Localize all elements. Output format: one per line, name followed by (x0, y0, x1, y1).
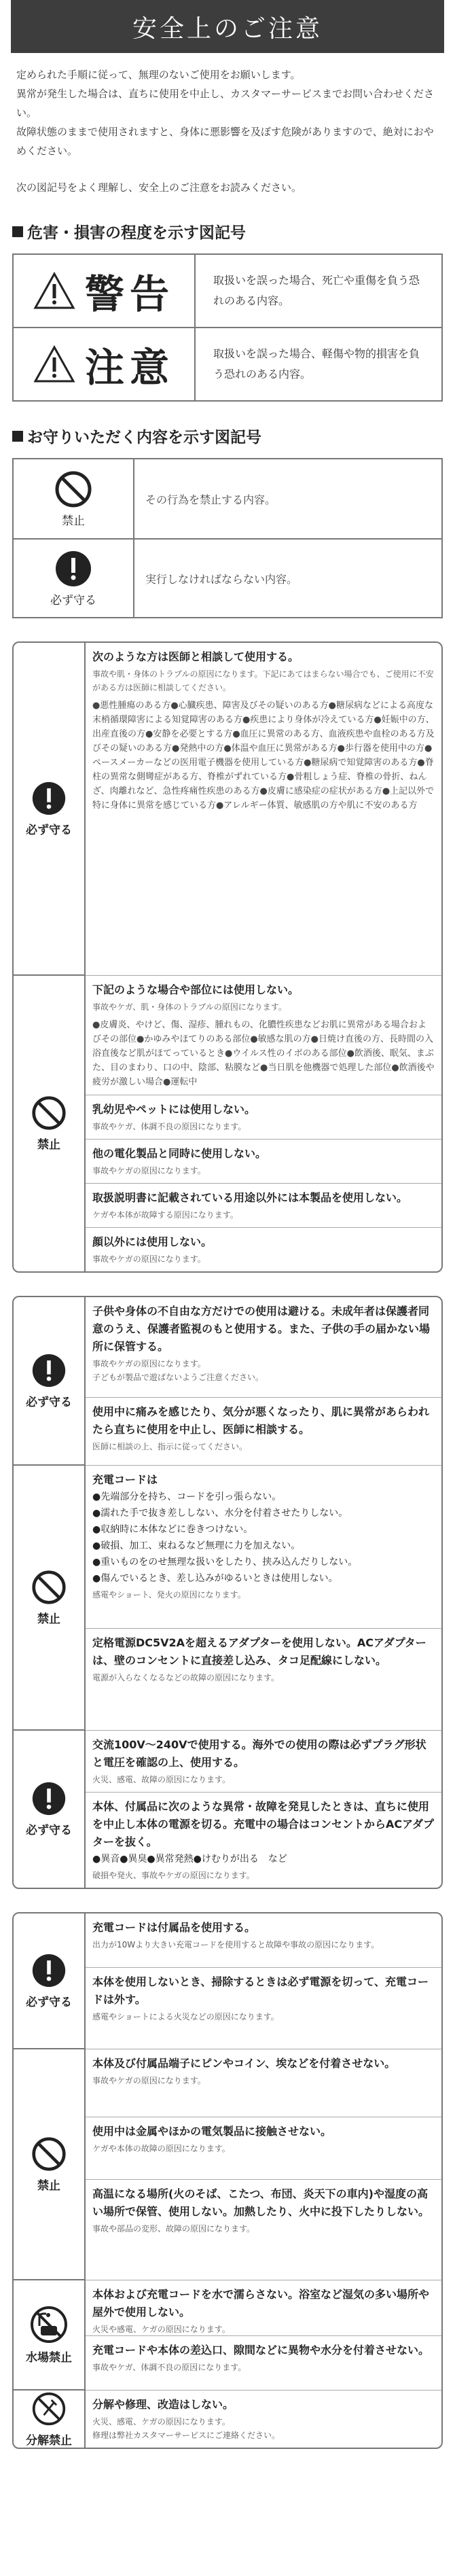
symbols-heading (12, 425, 443, 447)
list-item (86, 1629, 441, 1731)
intro-p4: 次の図記号をよく理解し、安全上のご注意をお読みください。 (16, 181, 302, 194)
list-item (86, 1466, 441, 1629)
warning-group-1 (12, 641, 443, 1273)
prohibit-cell (14, 976, 84, 1271)
prohibit-label: 禁止 (37, 2178, 60, 2193)
symbols-heading-text: お守りいただく内容を示す図記号 (27, 429, 261, 446)
item-heading: 定格電源DC5V2Aを超えるアダプターを使用しない。ACアダプターは、壁のコンセントに直接差し込み、タコ足配線にしない。 (92, 1636, 426, 1667)
intro-p3: 故障状態のままで使用されますと、身体に悪影響を及ぼす危険がありますので、絶対におやめください。 (16, 126, 434, 157)
bullet-line: ●傷んでいるとき、差し込みがゆるいときは使用しない。 (92, 1573, 338, 1584)
water-prohibit-label: 水場禁止 (26, 2350, 72, 2365)
item-note: 事故や部品の変形、故障の原因になります。 (92, 2224, 255, 2234)
list-item (86, 1968, 441, 2049)
item-note: 事故やケガ、体調不良の原因になります。 (92, 1122, 247, 1131)
intro-p2: 異常が発生した場合は、直ちに使用を中止し、カスタマーサービスまでお問い合わせください。 (16, 88, 435, 119)
bullet-line: ●先端部分を持ち、コードを引っ張らない。 (92, 1492, 282, 1502)
no-water-icon (30, 2306, 68, 2344)
water-prohibit-cell (14, 2280, 84, 2390)
item-heading: 本体および充電コードを水で濡らさない。浴室など湿気の多い場所や屋外で使用しない。 (92, 2288, 430, 2318)
list-item (86, 2336, 441, 2390)
must-desc: 実行しなければならない内容。 (145, 572, 298, 586)
symbol-cell (14, 459, 134, 538)
item-note: 火災や感電、ケガの原因になります。 (92, 2325, 230, 2334)
item-body: ●皮膚炎、やけど、傷、湿疹、腫れもの、化膿性疾患などお肌に異常がある場合およびその部位●かゆみやほてりのある部位●敏感な肌の方●日焼け直後の方、長時間の入浴直後など肌がほてっているとき●ウイルス性のイボのある部位●飲酒後、眠気、まぶた、目のまわり、口の中、陰部、粘膜など●当日肌を他機器で処理した部位●飲酒後や疲労が激しい場合●運転中 (92, 1020, 435, 1087)
disassemble-prohibit-label: 分解禁止 (26, 2433, 72, 2448)
item-note: 電源が入らなくなるなどの故障の原因になります。 (92, 1673, 280, 1682)
item-note: 事故やケガの原因になります。 (92, 1254, 206, 1264)
item-heading: 使用中に痛みを感じたり、気分が悪くなったり、肌に異常があらわれたら直ちに使用を中止し、医師に相談する。 (92, 1405, 430, 1436)
item-heading: 子供や身体の不自由な方だけでの使用は避ける。未成年者は保護者同意のうえ、保護者監視のもと使用する。また、子供の手の届かない場所に保管する。 (92, 1305, 430, 1353)
item-note: 事故やケガ、肌・身体のトラブルの原因になります。 (92, 1002, 287, 1012)
list-item (86, 2280, 441, 2336)
warning-level (12, 253, 443, 328)
item-heading: 使用中は金属やほかの電気製品に接触させない。 (92, 2125, 332, 2138)
caution-label-cell (14, 328, 196, 400)
must-label: 必ず守る (26, 823, 72, 837)
item-note: 火災、感電、ケガの原因になります。 (92, 2417, 230, 2427)
must-cell (14, 1297, 84, 1466)
prohibit-cell (14, 1466, 84, 1731)
must-label: 必ず守る (26, 1995, 72, 2009)
intro-text (12, 53, 443, 197)
must-icon (54, 550, 92, 588)
item-heading: 乳幼児やペットには使用しない。 (92, 1103, 256, 1116)
item-note: 事故やケガの原因になります。 (92, 1166, 206, 1176)
item-heading: 下記のような場合や部位には使用しない。 (92, 983, 299, 996)
disassemble-prohibit-cell (14, 2390, 84, 2448)
prohibit-icon (31, 1570, 67, 1605)
must-icon (31, 1953, 67, 1988)
item-note: 出力が10Wより大きい充電コードを使用すると故障や事故の原因になります。 (92, 1940, 380, 1949)
bullet-line: ●破損、加工、束ねるなど無理に力を加えない。 (92, 1540, 301, 1551)
group-1-items (86, 643, 441, 1271)
item-note: 事故やケガの原因になります。 (92, 2076, 206, 2085)
prohibit-label: 禁止 (37, 1612, 60, 1626)
warning-desc: 取扱いを誤った場合、死亡や重傷を負う恐れのある内容。 (213, 274, 420, 307)
caution-label: 注意 (84, 345, 175, 391)
item-heading: 高温になる場所(火のそば、こたつ、布団、炎天下の車内)や湿度の高い場所で保管、使用しない。加熱したり、火中に投下したりしない。 (92, 2187, 430, 2218)
list-item (86, 2390, 441, 2448)
prohibit-desc: その行為を禁止する内容。 (145, 493, 276, 506)
item-note: 子どもが製品で遊ばないようご注意ください。 (92, 1373, 264, 1382)
prohibit-icon (54, 470, 92, 508)
must-label: 必ず守る (26, 1824, 72, 1837)
item-heading: 充電コードは付属品を使用する。 (92, 1921, 256, 1934)
prohibit-cell (14, 2049, 84, 2280)
warning-triangle-icon (33, 272, 75, 310)
prohibit-label: 禁止 (37, 1138, 60, 1152)
caution-level (12, 327, 443, 402)
item-body: ●悪性腫瘍のある方●心臓疾患、障害及びその疑いのある方●糖尿病などによる高度な末梢循環障害による知覚障害のある方●疾患により身体が冷えている方●妊娠中の方、出産直後の方●安静を必要とする方●血圧に異常のある方、血液疾患や血栓のある方及びその疑いのある方●発熱中の方●体温や血圧に異常がある方●歩行器を使用中の方●ペースメーカーなどの医用電子機器を使用している方●糖尿病で知覚障害のある方●脊柱の異常な側彎症がある方、脊椎がずれている方●骨粗しょう症、脊椎の骨折、ねんざ、肉離れなど、急性疼痛性疾患のある方●皮膚に感染症の症状がある方●上記以外で特に身体に異常を感じている方●アレルギー体質、敏感肌の方や肌に不安のある方 (92, 701, 435, 811)
list-item (86, 1184, 441, 1228)
symbols-table (12, 458, 443, 618)
bullet-line: ●収納時に本体などに巻きつけない。 (92, 1524, 253, 1535)
item-note: 事故やケガ、体調不良の原因になります。 (92, 2363, 247, 2372)
must-icon (31, 1353, 67, 1388)
warning-label-cell (14, 255, 196, 327)
bullet-line: ●濡れた手で抜き差ししない、水分を付着させたりしない。 (92, 1508, 348, 1519)
warning-group-3 (12, 1912, 443, 2449)
page-title: 安全上のご注意 (11, 0, 444, 53)
item-note: 修理は弊社カスタマーサービスにご連絡ください。 (92, 2431, 280, 2440)
no-disassemble-icon (31, 2391, 67, 2427)
list-item (86, 1731, 441, 1793)
item-heading: 分解や修理、改造はしない。 (92, 2398, 234, 2411)
item-heading: 充電コードは (92, 1473, 158, 1486)
must-cell (14, 643, 84, 976)
item-heading: 本体を使用しないとき、掃除するときは必ず電源を切って、充電コードは外す。 (92, 1975, 429, 2006)
item-heading: 取扱説明書に記載されている用途以外には本製品を使用しない。 (92, 1191, 408, 1204)
item-list: ●異音●異臭●異常発熱●けむりが出る など (92, 1854, 287, 1865)
list-item (86, 2117, 441, 2180)
item-note: 感電やショートによる火災などの原因になります。 (92, 2012, 279, 2022)
square-bullet-icon (12, 431, 23, 442)
item-heading: 交流100V〜240Vで使用する。海外での使用の際は必ずプラグ形状と電圧を確認の上、使用する。 (92, 1738, 426, 1769)
must-cell (14, 1913, 84, 2049)
item-note: 火災、感電、故障の原因になります。 (92, 1775, 231, 1784)
list-item (86, 2180, 441, 2280)
item-note: ケガや本体の故障の原因になります。 (92, 2144, 230, 2153)
list-item (86, 1297, 441, 1398)
bullet-line: ●重いものをのせ無理な扱いをしたり、挟み込んだりしない。 (92, 1557, 358, 1568)
item-heading: 次のような方は医師と相談して使用する。 (92, 650, 299, 663)
item-note: 感電やショート、発火の原因になります。 (92, 1590, 246, 1600)
item-note: 医師に相談の上、指示に従ってください。 (92, 1442, 248, 1451)
caution-triangle-icon (33, 345, 75, 383)
list-item (86, 643, 441, 976)
item-heading: 他の電化製品と同時に使用しない。 (92, 1147, 267, 1160)
prohibit-label: 禁止 (62, 514, 85, 528)
list-item (86, 1793, 441, 1888)
group-3-items (86, 1913, 441, 2448)
item-heading: 本体及び付属品端子にピンやコイン、埃などを付着させない。 (92, 2057, 396, 2070)
caution-desc: 取扱いを誤った場合、軽傷や物的損害を負う恐れのある内容。 (213, 347, 420, 381)
must-label: 必ず守る (26, 1395, 72, 1409)
group-2-items (86, 1297, 441, 1888)
list-item (86, 1095, 441, 1140)
symbol-row-prohibit (14, 459, 441, 538)
list-item (86, 1398, 441, 1466)
must-label: 必ず守る (50, 593, 96, 607)
warning-group-2 (12, 1296, 443, 1889)
symbol-row-must (14, 538, 441, 617)
item-heading: 顔以外には使用しない。 (92, 1235, 213, 1248)
group-2-icons (14, 1297, 86, 1888)
list-item (86, 2049, 441, 2117)
must-icon (31, 1781, 67, 1816)
prohibit-icon (31, 2136, 67, 2172)
list-item (86, 976, 441, 1095)
levels-heading (12, 220, 443, 243)
item-note: 破損や発火、事故やケガの原因になります。 (92, 1871, 255, 1880)
prohibit-icon (31, 1095, 67, 1131)
group-1-icons (14, 643, 86, 1271)
item-note: 事故や肌・身体のトラブルの原因になります。下記にあてはまらない場合でも、ご使用に不安がある方は医師に相談してください。 (92, 669, 434, 692)
symbol-cell (14, 540, 134, 617)
item-heading: 充電コードや本体の差込口、隙間などに異物や水分を付着させない。 (92, 2344, 430, 2357)
list-item (86, 1140, 441, 1184)
item-heading: 本体、付属品に次のような異常・故障を発見したときは、直ちに使用を中止し本体の電源を切る。充電中の場合はコンセントからACアダプターを抜く。 (92, 1800, 435, 1848)
list-item (86, 1913, 441, 1968)
must-icon (31, 781, 67, 816)
warning-label: 警告 (84, 271, 175, 317)
item-note: 事故やケガの原因になります。 (92, 1359, 206, 1369)
group-3-icons (14, 1913, 86, 2448)
item-note: ケガや本体が故障する原因になります。 (92, 1210, 238, 1220)
intro-p1: 定められた手順に従って、無理のないご使用をお願いします。 (16, 69, 301, 81)
square-bullet-icon (12, 226, 23, 237)
list-item (86, 1228, 441, 1271)
must-cell-2 (14, 1731, 84, 1888)
levels-heading-text: 危害・損害の程度を示す図記号 (27, 224, 246, 242)
